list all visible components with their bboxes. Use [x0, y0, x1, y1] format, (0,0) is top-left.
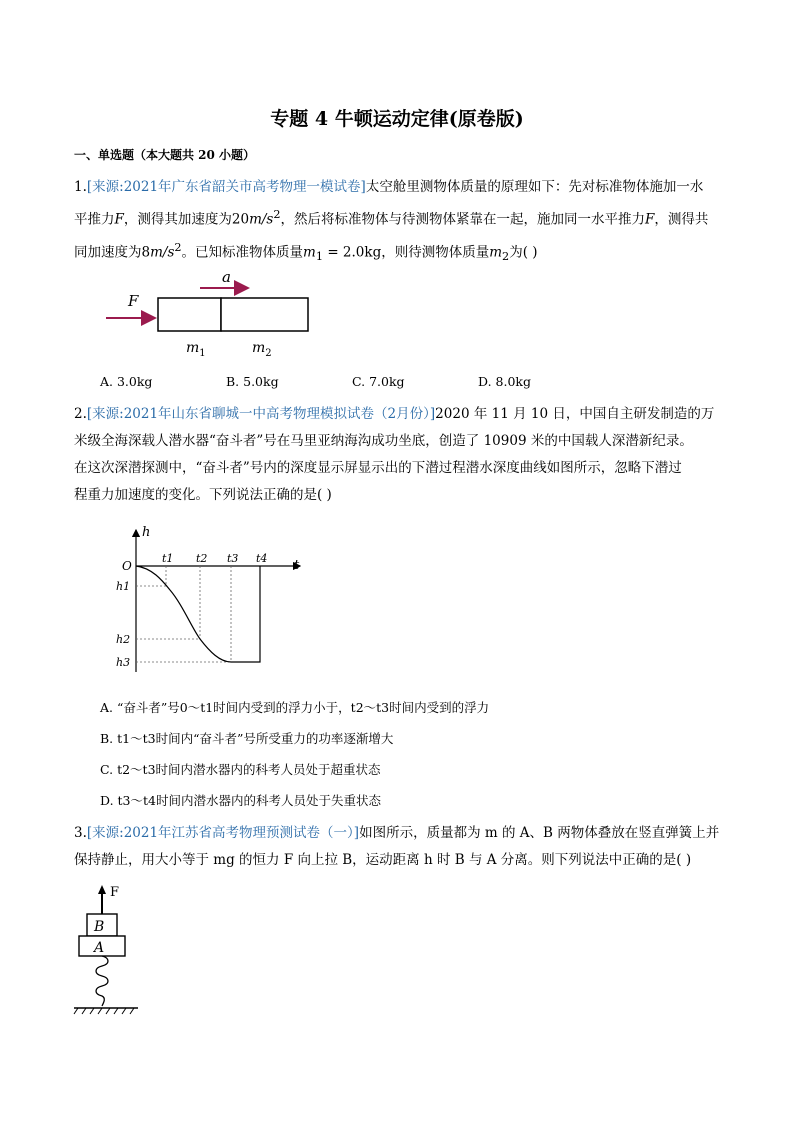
q1-text: 。已知标准物体质量: [181, 244, 304, 260]
block-a-label: A: [94, 940, 105, 956]
q2-option-b[interactable]: B. t1～t3时间内“奋斗者”号所受重力的功率逐渐增大: [100, 731, 394, 746]
q1-text: 太空舱里测物体质量的原理如下：先对标准物体施加一水: [365, 179, 704, 195]
m1-label: $m_1$: [186, 340, 206, 359]
question-2-text: [74, 401, 724, 509]
block-m2: [221, 298, 308, 331]
q3-source-link[interactable]: [来源:2021年江苏省高考物理预测试卷（一）]: [86, 825, 360, 841]
q1-option-d[interactable]: D. 8.0kg: [478, 374, 531, 389]
q1-var: m: [489, 244, 503, 260]
spring: [96, 956, 108, 1006]
q1-sub: 1: [315, 249, 324, 263]
h3-label: h3: [116, 656, 131, 669]
depth-curve: [136, 566, 260, 662]
arrow-head: [98, 885, 106, 894]
q2-text: 程重力加速度的变化。下列说法正确的是( ): [74, 487, 332, 503]
q2-number: 2.: [74, 406, 87, 422]
t-axis-label: t: [294, 558, 300, 573]
block-m1: [158, 298, 221, 331]
origin-label: O: [122, 559, 132, 573]
q3-text: 如图所示，质量都为 m 的 A、B 两物体叠放在竖直弹簧上并: [359, 825, 720, 841]
q1-var: F: [645, 211, 655, 228]
q2-text: 2020 年 11 月 10 日，中国自主研发制造的万: [435, 406, 715, 422]
m2-label: $m_2$: [252, 340, 272, 359]
q2-option-d[interactable]: D. t3～t4时间内潜水器内的科考人员处于失重状态: [100, 793, 381, 808]
q3-number: 3.: [74, 825, 87, 841]
q1-text: = 2.0kg: [323, 244, 382, 260]
question-1-text: [74, 174, 724, 270]
q1-source-link[interactable]: [来源:2021年广东省韶关市高考物理一模试卷]: [86, 179, 366, 195]
q2-text: 米级全海深载人潜水器“奋斗者”号在马里亚纳海沟成功坐底，创造了 10909 米的中国载人深潜新纪录。: [74, 433, 693, 449]
ground-hatch: [74, 1008, 134, 1014]
q1-sup: 2: [273, 208, 281, 221]
h1-label: h1: [116, 580, 131, 593]
q1-option-c[interactable]: C. 7.0kg: [352, 374, 405, 389]
t2-label: t2: [196, 552, 208, 565]
q2-depth-graph: [112, 522, 312, 682]
q1-block-figure: [100, 268, 320, 360]
question-3-text: [74, 820, 724, 874]
q1-text: 为( ): [509, 244, 538, 260]
q1-var: m: [303, 244, 316, 260]
q1-sup: 2: [174, 240, 182, 254]
q1-option-a[interactable]: A. 3.0kg: [100, 374, 153, 389]
h2-label: h2: [116, 633, 131, 646]
page-title: 专题 4 牛顿运动定律(原卷版): [270, 108, 524, 130]
q1-text: ，测得其加速度为20: [123, 211, 250, 228]
t4-label: t4: [256, 552, 268, 565]
q2-text: 在这次深潜探测中，“奋斗者”号内的深度显示屏显示出的下潜过程潜水深度曲线如图所示，忽略下潜过: [74, 460, 682, 476]
q1-text: 同加速度为8: [74, 244, 151, 260]
q3-text: 保持静止，用大小等于 mg 的恒力 F 向上拉 B，运动距离 h 时 B 与 A 分离。则下列说法中正确的是( ): [74, 852, 692, 868]
q3-spring-figure: [70, 882, 160, 1017]
q1-unit: m/s: [150, 244, 175, 260]
guide-lines: [136, 566, 260, 662]
force-label: F: [128, 292, 139, 310]
q1-text: ，则待测物体质量: [381, 244, 490, 260]
q1-number: 1.: [74, 179, 87, 195]
q1-sub: 2: [502, 249, 510, 263]
block-b-label: B: [94, 919, 105, 935]
t3-label: t3: [227, 552, 239, 565]
section-heading: 一、单选题（本大题共 20 小题）: [74, 148, 256, 162]
h-axis-label: h: [142, 525, 151, 540]
q1-text: 平推力: [74, 211, 115, 228]
q1-text: ，测得共: [654, 211, 709, 228]
q1-option-b[interactable]: B. 5.0kg: [226, 374, 279, 389]
acceleration-label: a: [222, 268, 231, 286]
q1-unit: m/s: [249, 211, 274, 228]
t1-label: t1: [162, 552, 174, 565]
q2-option-a[interactable]: A. “奋斗者”号0～t1时间内受到的浮力小于，t2～t3时间内受到的浮力: [100, 700, 490, 715]
force-label: F: [110, 885, 120, 900]
q2-source-link[interactable]: [来源:2021年山东省聊城一中高考物理模拟试卷（2月份）]: [86, 406, 436, 422]
q1-var: F: [114, 211, 124, 228]
q2-option-c[interactable]: C. t2～t3时间内潜水器内的科考人员处于超重状态: [100, 762, 381, 777]
q1-text: ，然后将标准物体与待测物体紧靠在一起，施加同一水平推力: [280, 211, 646, 228]
